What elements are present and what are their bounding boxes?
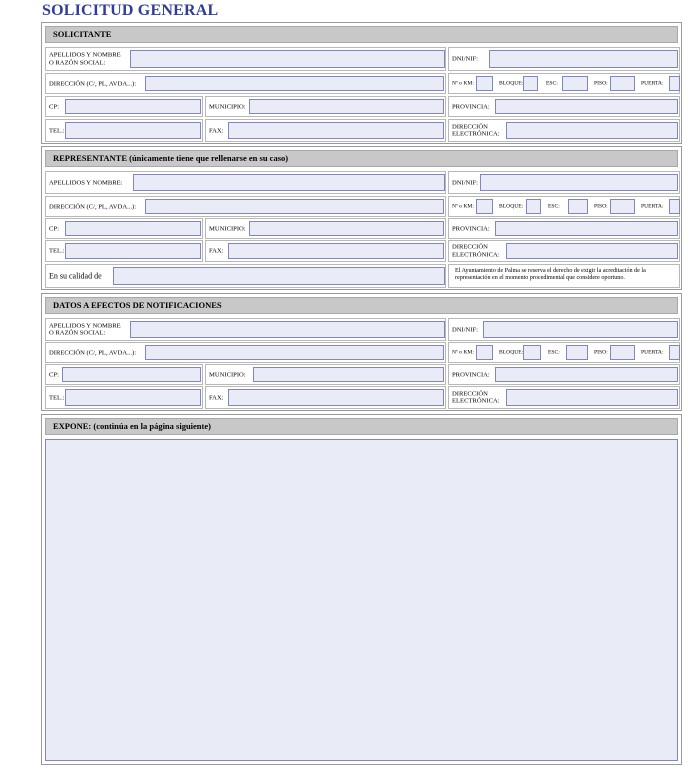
not-dni-label: DNI/NIF: <box>452 325 479 333</box>
municipio-label: MUNICIPIO: <box>209 102 246 110</box>
rep-bloque-label: BLOQUE: <box>499 202 524 209</box>
rep-tel-label: TEL.: <box>49 247 65 255</box>
rep-puerta-label: PUERTA: <box>641 202 664 209</box>
not-fax-label: FAX: <box>209 393 224 401</box>
section-header-notificaciones: DATOS A EFECTOS DE NOTIFICACIONES <box>45 297 678 314</box>
not-email-input[interactable] <box>506 389 678 406</box>
piso-input[interactable] <box>610 76 635 91</box>
not-piso-label: PISO: <box>594 348 608 355</box>
not-provincia-input[interactable] <box>495 367 678 382</box>
rep-apellidos-input[interactable] <box>133 174 445 191</box>
nkm-label: Nº o KM: <box>452 79 474 86</box>
bloque-label: BLOQUE: <box>499 79 524 86</box>
not-tel-input[interactable] <box>65 389 201 406</box>
form-title: SOLICITUD GENERAL <box>42 2 219 19</box>
esc-input[interactable] <box>562 76 588 91</box>
rep-piso-label: PISO: <box>594 202 608 209</box>
cp-label: CP: <box>49 102 59 110</box>
section-header-solicitante: SOLICITANTE <box>45 26 678 43</box>
fax-input[interactable] <box>228 122 444 139</box>
section-representante <box>41 146 682 290</box>
rep-nkm-label: Nº o KM: <box>452 202 474 209</box>
rep-cp-input[interactable] <box>65 221 201 236</box>
nkm-input[interactable] <box>476 76 493 91</box>
section-solicitante <box>41 22 682 144</box>
not-bloque-input[interactable] <box>523 345 541 360</box>
piso-label: PISO: <box>594 79 608 86</box>
rep-nkm-input[interactable] <box>476 199 493 214</box>
rep-piso-input[interactable] <box>610 199 635 214</box>
rep-cp-label: CP: <box>49 224 59 232</box>
rep-email-input[interactable] <box>506 243 678 259</box>
not-esc-label: ESC: <box>548 348 560 355</box>
not-email-label: DIRECCIÓN ELECTRÓNICA: <box>452 390 500 405</box>
calidad-label: En su calidad de <box>49 271 102 281</box>
rep-apellidos-label: APELLIDOS Y NOMBRE: <box>49 178 123 186</box>
not-municipio-input[interactable] <box>253 367 444 382</box>
not-puerta-input[interactable] <box>669 345 680 360</box>
rep-dni-input[interactable] <box>480 174 678 191</box>
rep-tel-input[interactable] <box>65 243 201 259</box>
not-provincia-label: PROVINCIA: <box>452 370 490 378</box>
rep-esc-label: ESC: <box>548 202 560 209</box>
not-piso-input[interactable] <box>610 345 635 360</box>
rep-municipio-label: MUNICIPIO: <box>209 224 246 232</box>
apellidos-label: APELLIDOS Y NOMBRE O RAZÓN SOCIAL: <box>49 51 121 66</box>
calidad-input[interactable] <box>113 267 445 285</box>
rep-dni-label: DNI/NIF: <box>452 178 479 186</box>
rep-direccion-input[interactable] <box>145 199 444 214</box>
not-apellidos-input[interactable] <box>130 321 445 338</box>
apellidos-input[interactable] <box>130 50 445 68</box>
tel-label: TEL.: <box>49 126 65 134</box>
provincia-input[interactable] <box>495 99 678 114</box>
representation-note: El Ayuntamiento de Palma se reserva el derecho de exigir la acreditación de la representación en el momento procedimental que considere oportuno. <box>455 268 646 282</box>
not-cp-label: CP: <box>49 370 59 378</box>
not-dni-input[interactable] <box>483 321 678 338</box>
rep-esc-input[interactable] <box>568 199 588 214</box>
expone-textarea[interactable] <box>45 439 678 761</box>
not-puerta-label: PUERTA: <box>641 348 664 355</box>
dni-input[interactable] <box>489 50 678 68</box>
not-direccion-input[interactable] <box>145 345 444 360</box>
section-header-expone: EXPONE: (continúa en la página siguiente) <box>45 418 678 435</box>
tel-input[interactable] <box>65 122 201 139</box>
not-esc-input[interactable] <box>566 345 588 360</box>
bloque-input[interactable] <box>523 76 538 91</box>
not-apellidos-label: APELLIDOS Y NOMBRE O RAZÓN SOCIAL: <box>49 322 121 337</box>
rep-email-label: DIRECCIÓN ELECTRÓNICA: <box>452 243 500 258</box>
not-bloque-label: BLOQUE: <box>499 348 524 355</box>
rep-provincia-label: PROVINCIA: <box>452 224 490 232</box>
direccion-input[interactable] <box>145 76 444 91</box>
fax-label: FAX: <box>209 126 224 134</box>
municipio-input[interactable] <box>249 99 444 114</box>
section-header-representante: REPRESENTANTE (únicamente tiene que rellenarse en su caso) <box>45 150 678 167</box>
not-cp-input[interactable] <box>62 367 201 382</box>
direccion-label: DIRECCIÓN (C/, PL, AVDA...): <box>49 79 137 87</box>
dni-label: DNI/NIF: <box>452 55 479 63</box>
rep-puerta-input[interactable] <box>669 199 680 214</box>
section-expone <box>41 414 682 765</box>
not-direccion-label: DIRECCIÓN (C/, PL, AVDA...): <box>49 348 137 356</box>
esc-label: ESC: <box>546 79 558 86</box>
rep-direccion-label: DIRECCIÓN (C/, PL, AVDA...): <box>49 202 137 210</box>
rep-fax-input[interactable] <box>228 243 444 259</box>
section-notificaciones <box>41 293 682 411</box>
puerta-input[interactable] <box>669 76 680 91</box>
rep-provincia-input[interactable] <box>495 221 678 236</box>
rep-bloque-input[interactable] <box>526 199 541 214</box>
not-nkm-label: Nº o KM: <box>452 348 474 355</box>
provincia-label: PROVINCIA: <box>452 102 490 110</box>
not-tel-label: TEL.: <box>49 393 65 401</box>
rep-fax-label: FAX: <box>209 247 224 255</box>
cp-input[interactable] <box>65 99 201 114</box>
email-label: DIRECCIÓN ELECTRÓNICA: <box>452 123 500 138</box>
not-municipio-label: MUNICIPIO: <box>209 370 246 378</box>
not-fax-input[interactable] <box>228 389 444 406</box>
rep-municipio-input[interactable] <box>249 221 444 236</box>
email-input[interactable] <box>506 122 678 139</box>
not-nkm-input[interactable] <box>476 345 493 360</box>
puerta-label: PUERTA: <box>641 79 664 86</box>
